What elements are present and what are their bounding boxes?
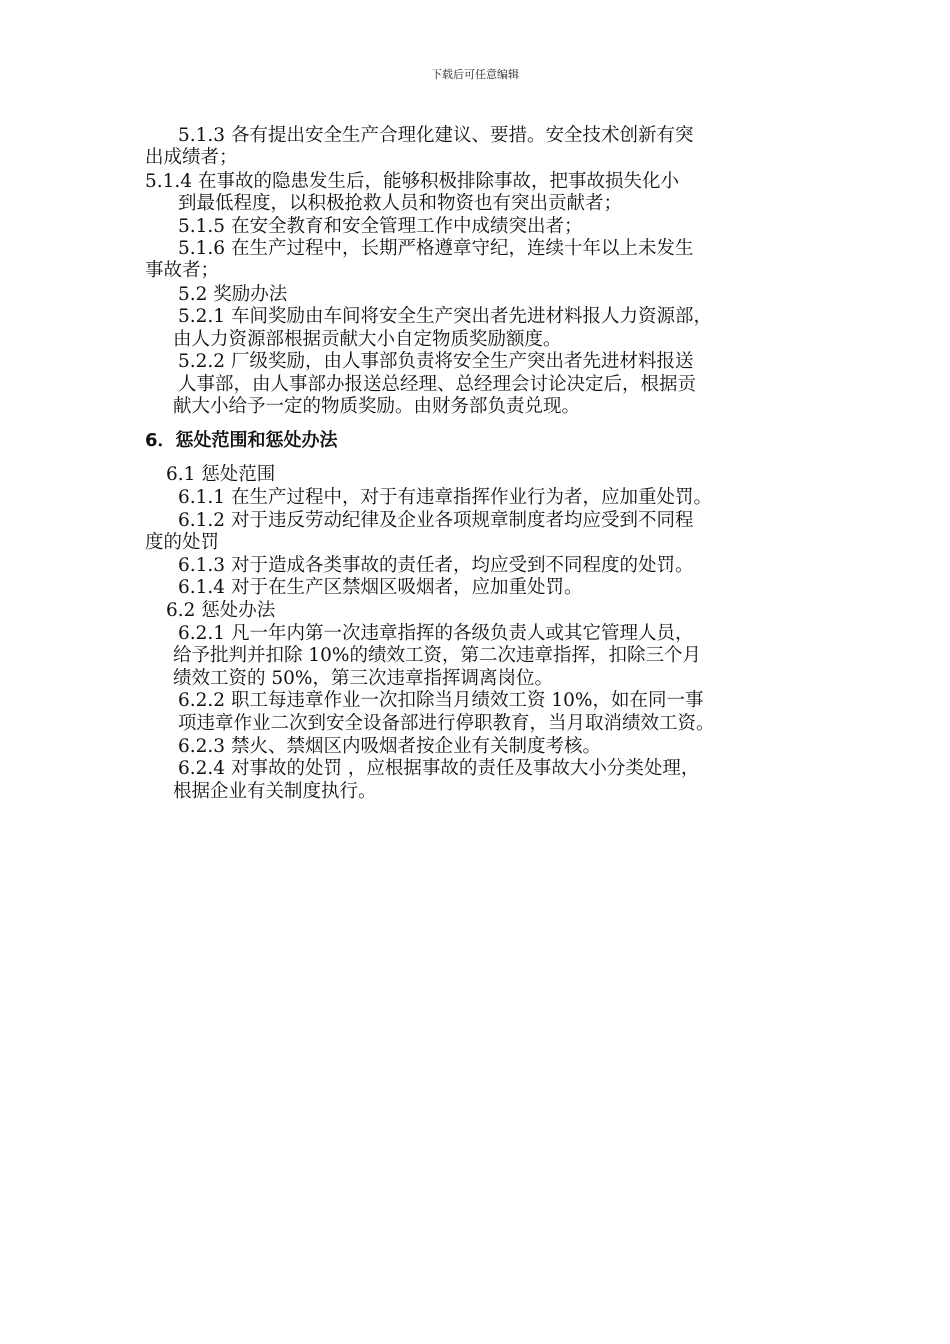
text-line: 6.2 惩处办法 (166, 600, 276, 621)
text-line: 6.2.2 职工每违章作业一次扣除当月绩效工资 10%，如在同一事 (178, 690, 704, 711)
text-line: 事故者； (145, 260, 220, 281)
text-line: 绩效工资的 50%，第三次违章指挥调离岗位。 (173, 668, 554, 689)
text-line: 献大小给予一定的物质奖励。由财务部负责兑现。 (173, 396, 581, 417)
text-line: 6.1.4 对于在生产区禁烟区吸烟者，应加重处罚。 (178, 577, 583, 598)
text-line: 给予批判并扣除 10%的绩效工资，第二次违章指挥，扣除三个月 (173, 645, 702, 666)
text-line: 6.1.1 在生产过程中，对于有违章指挥作业行为者，应加重处罚。 (178, 487, 712, 508)
page-header: 下载后可任意编辑 (431, 68, 519, 81)
text-line: 5.2 奖励办法 (178, 284, 288, 305)
text-line: 6.2.1 凡一年内第一次违章指挥的各级负责人或其它管理人员， (178, 623, 694, 644)
text-line: 出成绩者； (145, 147, 238, 168)
text-line: 由人力资源部根据贡献大小自定物质奖励额度。 (173, 329, 562, 350)
text-line: 6.1 惩处范围 (166, 464, 276, 485)
text-line: 5.1.4 在事故的隐患发生后，能够积极排除事故，把事故损失化小 (145, 171, 679, 192)
text-line: 6.1.3 对于造成各类事故的责任者，均应受到不同程度的处罚。 (178, 555, 694, 576)
text-line: 度的处罚 (145, 532, 220, 553)
text-line: 5.2.1 车间奖励由车间将安全生产突出者先进材料报人力资源部， (178, 306, 712, 327)
text-line: 人事部，由人事部办报送总经理、总经理会讨论决定后，根据贡 (178, 374, 697, 395)
text-line: 到最低程度，以积极抢救人员和物资也有突出贡献者； (178, 193, 623, 214)
text-line: 5.1.3 各有提出安全生产合理化建议、要措。安全技术创新有突 (178, 125, 694, 146)
text-line: 5.2.2 厂级奖励，由人事部负责将安全生产突出者先进材料报送 (178, 351, 694, 372)
text-line: 根据企业有关制度执行。 (173, 781, 377, 802)
text-line: 6.2.3 禁火、禁烟区内吸烟者按企业有关制度考核。 (178, 736, 601, 757)
section-heading: 6．惩处范围和惩处办法 (145, 430, 338, 451)
text-line: 5.1.6 在生产过程中，长期严格遵章守纪，连续十年以上未发生 (178, 238, 694, 259)
text-line: 项违章作业二次到安全设备部进行停职教育，当月取消绩效工资。 (178, 713, 715, 734)
text-line: 6.2.4 对事故的处罚 ，应根据事故的责任及事故大小分类处理， (178, 758, 700, 779)
text-line: 6.1.2 对于违反劳动纪律及企业各项规章制度者均应受到不同程 (178, 510, 694, 531)
text-line: 5.1.5 在安全教育和安全管理工作中成绩突出者； (178, 216, 583, 237)
